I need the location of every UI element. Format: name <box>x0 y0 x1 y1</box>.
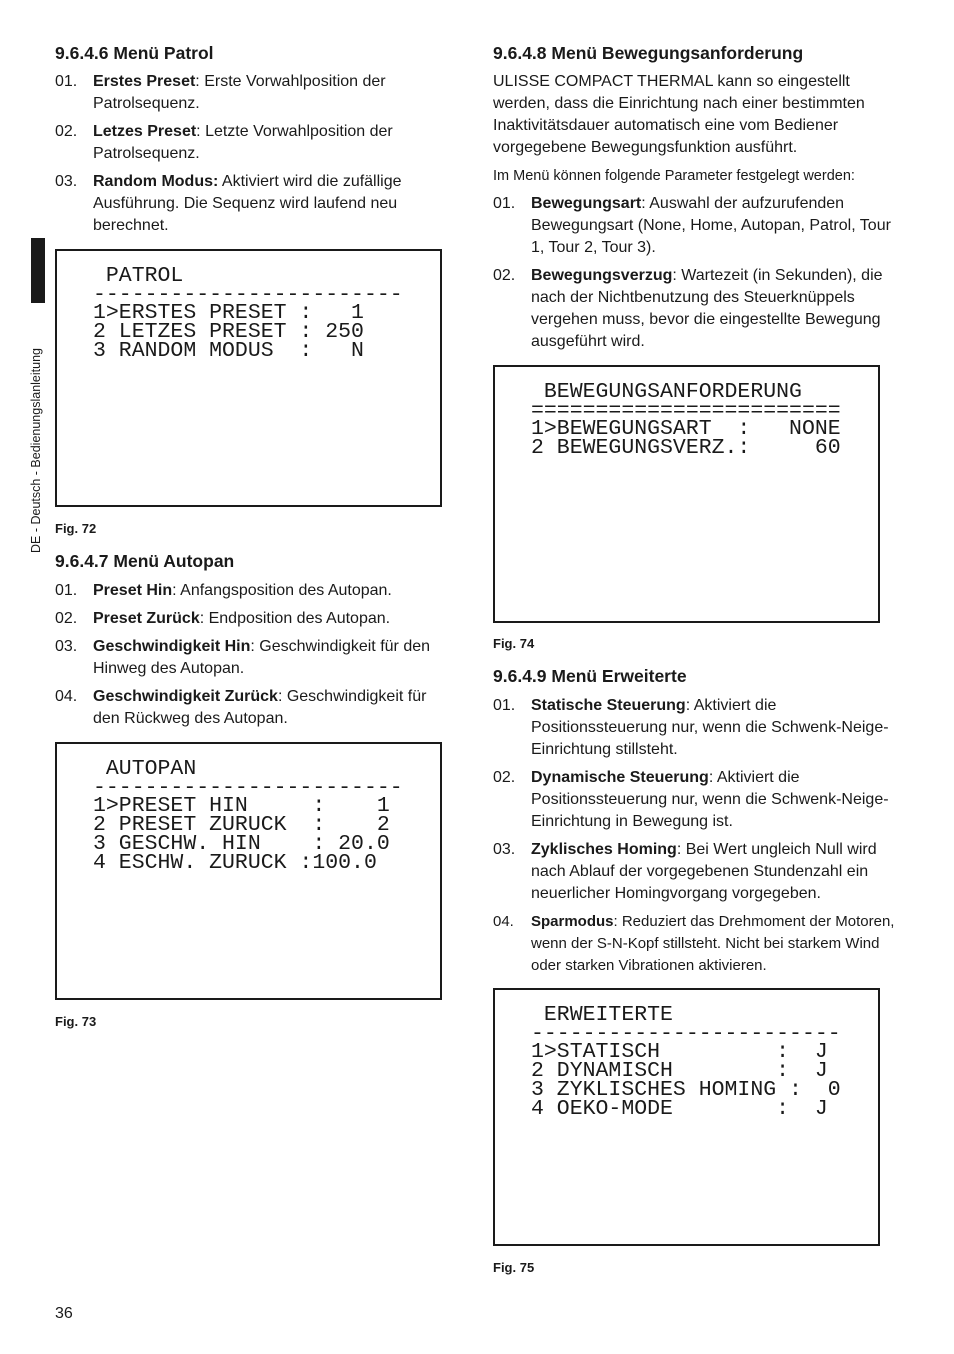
list-item <box>55 171 455 237</box>
item-text: : Aktiviert die Positionssteuerung nur, wenn die Schwenk-Neige-Einrichtung in Bewegung ist. <box>531 769 889 830</box>
item-text: : Anfangsposition des Autopan. <box>172 582 392 599</box>
osd-text: BEWEGUNGSANFORDERUNG ======================== 1>BEWEGUNGSART : NONE 2 BEWEGUNGSVERZ.: 60 <box>531 380 841 461</box>
item-term: Preset Zurück <box>93 610 200 627</box>
section-heading-erweiterte: 9.6.4.9 Menü Erweiterte <box>493 666 687 686</box>
list-item <box>55 71 455 115</box>
list-item <box>493 767 898 833</box>
list-item <box>493 911 898 977</box>
sidebar-marker <box>31 238 45 303</box>
figure-caption: Fig. 72 <box>55 521 97 536</box>
list-item <box>493 695 898 761</box>
item-number: 02. <box>493 769 516 786</box>
item-number: 03. <box>55 173 78 190</box>
item-term: Preset Hin <box>93 582 173 599</box>
page-number: 36 <box>55 1305 73 1322</box>
item-text: : Auswahl der aufzurufenden Bewegungsart (None, Home, Autopan, Patrol, Tour 1, Tour 2, Tour 3). <box>531 195 891 256</box>
intro-paragraph: ULISSE COMPACT THERMAL kann so eingestellt werden, dass die Einrichtung nach einer bestimmten Inaktivitätsdauer automatisch eine vom Bediener vorgegebene Bewegungsfunktion ausführt. <box>493 73 865 156</box>
osd-text: ERWEITERTE ------------------------ 1>STATISCH : J 2 DYNAMISCH : J 3 ZYKLISCHES HOMING : 0 4 OEKO-MODE : J <box>531 1003 841 1121</box>
osd-screen-bewegung <box>493 365 880 623</box>
list-item <box>55 121 455 165</box>
item-term: Dynamische Steuerung <box>531 769 709 786</box>
item-number: 02. <box>493 267 516 284</box>
item-number: 04. <box>55 688 78 705</box>
list-item <box>493 265 898 353</box>
item-number: 03. <box>493 841 516 858</box>
item-number: 01. <box>55 582 78 599</box>
osd-text: PATROL ------------------------ 1>ERSTES PRESET : 1 2 LETZES PRESET : 250 3 RANDOM MODUS : N <box>93 264 403 363</box>
item-text: : Reduziert das Drehmoment der Motoren, wenn der S-N-Kopf stillsteht. Nicht bei starkem Wind oder starken Vibrationen aktivieren. <box>531 913 895 974</box>
item-term: Statische Steuerung <box>531 697 686 714</box>
item-term: Zyklisches Homing <box>531 841 677 858</box>
item-text: : Wartezeit (in Sekunden), die nach der Nichtbenutzung des Steuerknüppels vergehen muss, bevor die eingestellte Bewegung ausgeführt wird. <box>531 267 883 350</box>
list-item <box>55 686 455 730</box>
item-number: 01. <box>493 697 516 714</box>
item-number: 03. <box>55 638 78 655</box>
sidebar-label: DE - Deutsch - Bedienungslanleitung <box>29 348 43 553</box>
item-number: 01. <box>55 73 78 90</box>
item-text: Aktiviert wird die zufällige Ausführung. Die Sequenz wird laufend neu berechnet. <box>93 173 402 234</box>
list-item <box>493 193 898 259</box>
section-heading-bewegung: 9.6.4.8 Menü Bewegungsanforderung <box>493 43 804 63</box>
item-text: : Endposition des Autopan. <box>199 610 391 627</box>
section-heading-autopan: 9.6.4.7 Menü Autopan <box>55 551 235 571</box>
section-heading-patrol: 9.6.4.6 Menü Patrol <box>55 43 214 63</box>
item-number: 02. <box>55 123 78 140</box>
list-item <box>55 636 455 680</box>
osd-screen-patrol <box>55 249 442 507</box>
item-term: Bewegungsart <box>531 195 642 212</box>
osd-screen-autopan <box>55 742 442 1000</box>
item-term: Letzes Preset <box>93 123 197 140</box>
item-term: Sparmodus <box>531 913 614 930</box>
item-number: 02. <box>55 610 78 627</box>
list-item <box>55 580 455 602</box>
item-term: Erstes Preset <box>93 73 196 90</box>
osd-screen-erweiterte <box>493 988 880 1246</box>
item-number: 01. <box>493 195 516 212</box>
item-number: 04. <box>493 913 514 930</box>
item-term: Geschwindigkeit Hin <box>93 638 251 655</box>
intro-note: Im Menü können folgende Parameter festgelegt werden: <box>493 168 855 184</box>
osd-text: AUTOPAN ------------------------ 1>PRESET HIN : 1 2 PRESET ZURUCK : 2 3 GESCHW. HIN : 20.0 4 ESCHW. ZURUCK :100.0 <box>93 757 403 875</box>
item-text: : Erste Vorwahlposition der Patrolsequenz. <box>93 73 386 112</box>
figure-caption: Fig. 75 <box>493 1260 535 1275</box>
figure-caption: Fig. 74 <box>493 636 535 651</box>
item-term: Random Modus: <box>93 173 219 190</box>
item-text: : Geschwindigkeit für den Rückweg des Autopan. <box>93 688 427 727</box>
item-text: : Bei Wert ungleich Null wird nach Ablauf der vorgegebenen Stundenzahl ein neuerlicher Homingvorgang vorgegeben. <box>531 841 877 902</box>
item-text: : Aktiviert die Positionssteuerung nur, wenn die Schwenk-Neige-Einrichtung stillsteht. <box>531 697 889 758</box>
figure-caption: Fig. 73 <box>55 1014 97 1029</box>
item-term: Bewegungsverzug <box>531 267 673 284</box>
item-term: Geschwindigkeit Zurück <box>93 688 278 705</box>
list-item <box>55 608 455 630</box>
item-text: : Geschwindigkeit für den Hinweg des Autopan. <box>93 638 431 677</box>
list-item <box>493 839 898 905</box>
item-text: : Letzte Vorwahlposition der Patrolsequenz. <box>93 123 393 162</box>
